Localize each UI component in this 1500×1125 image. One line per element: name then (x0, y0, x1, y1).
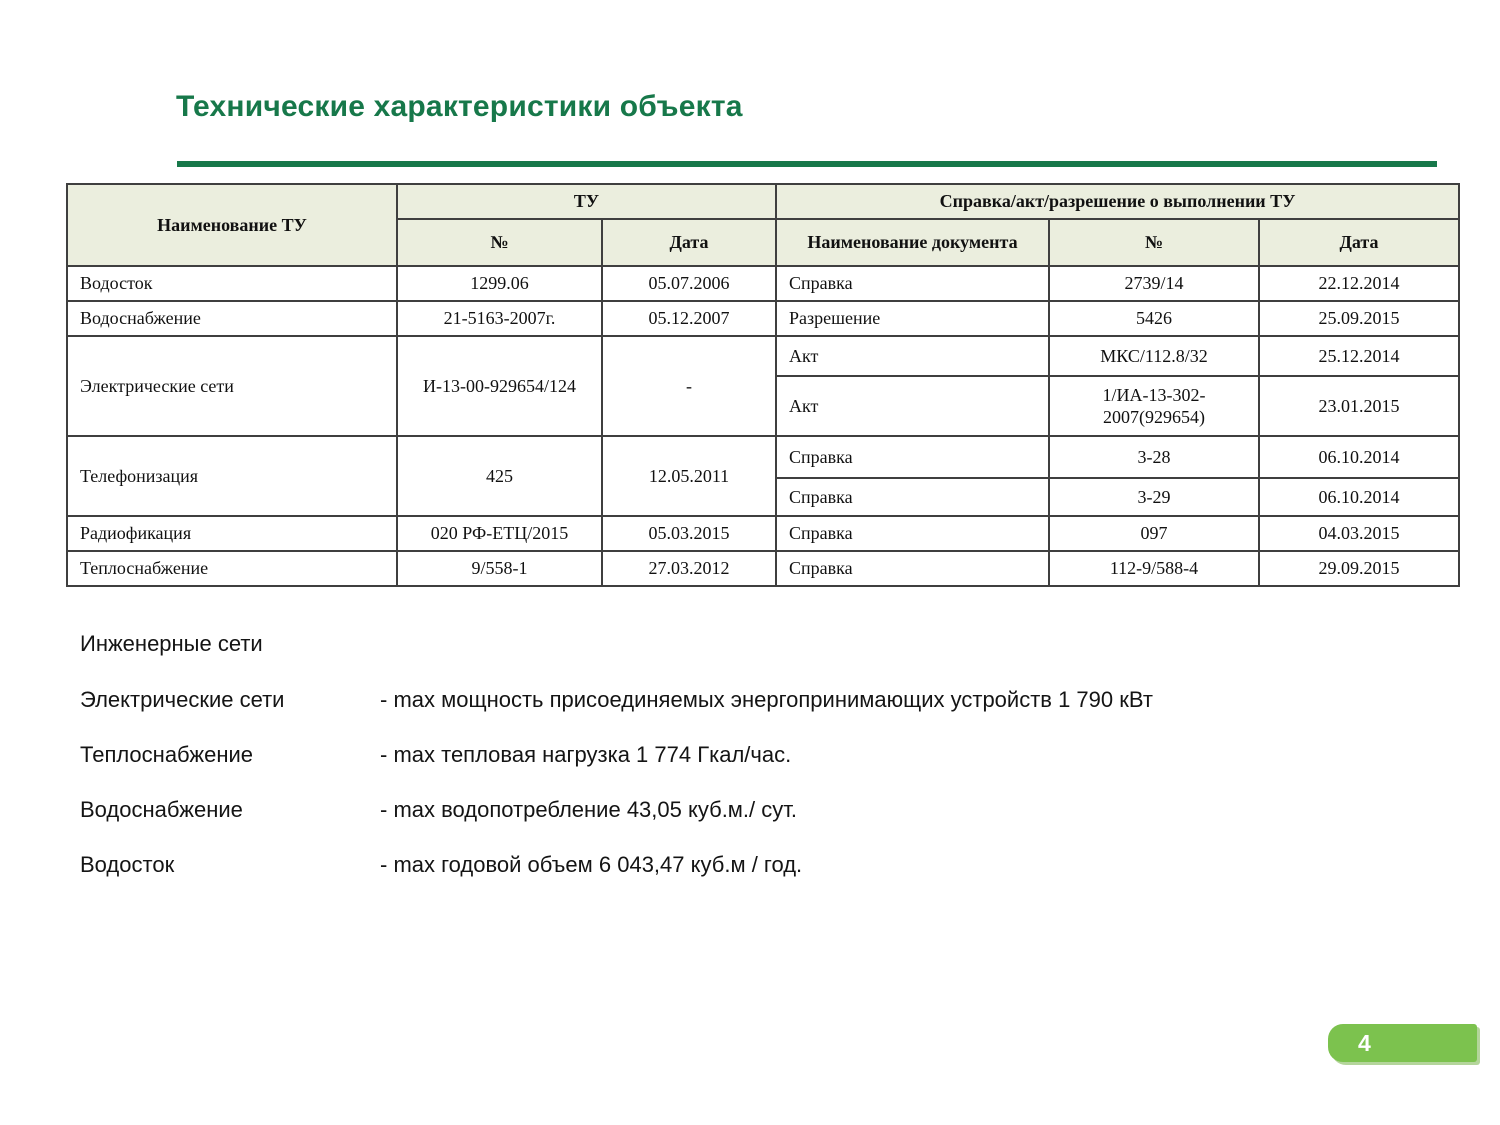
table-cell-doc-type: Справка (776, 551, 1049, 586)
col-header-name-tu: Наименование ТУ (67, 184, 397, 266)
table-cell-doc-type: Справка (776, 266, 1049, 301)
table-cell-doc-no: МКС/112.8/32 (1049, 336, 1259, 376)
note-label: Водоснабжение (80, 797, 243, 822)
table-cell-tu-date: 05.03.2015 (602, 516, 776, 551)
note-label: Водосток (80, 852, 175, 877)
notes-heading: Инженерные сети (80, 631, 263, 656)
table-cell-doc-type: Справка (776, 436, 1049, 478)
note-row-heating (80, 741, 1153, 769)
table-cell-doc-date: 04.03.2015 (1259, 516, 1459, 551)
table-row (67, 266, 1459, 301)
note-label: Электрические сети (80, 687, 285, 712)
table-row (67, 551, 1459, 586)
note-row-drainage (80, 851, 1153, 879)
table-cell-name: Теплоснабжение (67, 551, 397, 586)
note-text: - max тепловая нагрузка 1 774 Гкал/час. (380, 742, 792, 767)
engineering-networks-notes (80, 630, 1153, 906)
table-cell-doc-date: 25.09.2015 (1259, 301, 1459, 336)
table-cell-doc-date: 06.10.2014 (1259, 478, 1459, 516)
table-cell-tu-no: И-13-00-929654/124 (397, 336, 602, 436)
note-row-water-supply (80, 796, 1153, 824)
note-row-electric (80, 686, 1153, 714)
table-row (67, 516, 1459, 551)
table-cell-tu-date: 05.12.2007 (602, 301, 776, 336)
note-label: Теплоснабжение (80, 742, 254, 767)
col-header-tu-date: Дата (602, 219, 776, 266)
table-cell-tu-date: - (602, 336, 776, 436)
table-cell-tu-no: 020 РФ-ЕТЦ/2015 (397, 516, 602, 551)
col-header-doc-date: Дата (1259, 219, 1459, 266)
table-cell-doc-no: 1/ИА-13-302-2007(929654) (1049, 376, 1259, 436)
col-header-doc-no: № (1049, 219, 1259, 266)
table-cell-doc-no: 3-28 (1049, 436, 1259, 478)
table-cell-tu-no: 1299.06 (397, 266, 602, 301)
table-cell-name: Водосток (67, 266, 397, 301)
table-cell-name: Электрические сети (67, 336, 397, 436)
table-cell-doc-no: 2739/14 (1049, 266, 1259, 301)
technical-conditions-table (66, 183, 1460, 587)
table-cell-doc-no: 112-9/588-4 (1049, 551, 1259, 586)
title-underline-rule (177, 161, 1437, 167)
page-title: Технические характеристики объекта (176, 90, 743, 123)
table-cell-doc-type: Акт (776, 376, 1049, 436)
table-cell-doc-date: 29.09.2015 (1259, 551, 1459, 586)
table-row (67, 436, 1459, 478)
table-cell-name: Радиофикация (67, 516, 397, 551)
table-cell-tu-no: 425 (397, 436, 602, 516)
table-cell-tu-date: 05.07.2006 (602, 266, 776, 301)
table-cell-doc-no: 3-29 (1049, 478, 1259, 516)
table-cell-doc-no: 5426 (1049, 301, 1259, 336)
table-row (67, 336, 1459, 376)
table-cell-doc-type: Справка (776, 516, 1049, 551)
note-text: - max мощность присоединяемых энергопринимающих устройств 1 790 кВт (380, 687, 1153, 712)
table-cell-doc-type: Справка (776, 478, 1049, 516)
table-cell-doc-no: 097 (1049, 516, 1259, 551)
table-cell-doc-type: Разрешение (776, 301, 1049, 336)
table-cell-doc-date: 22.12.2014 (1259, 266, 1459, 301)
table-cell-name: Водоснабжение (67, 301, 397, 336)
table-cell-name: Телефонизация (67, 436, 397, 516)
note-text: - max годовой объем 6 043,47 куб.м / год. (380, 852, 803, 877)
table-cell-tu-date: 12.05.2011 (602, 436, 776, 516)
table-cell-tu-no: 9/558-1 (397, 551, 602, 586)
col-header-tu-no: № (397, 219, 602, 266)
col-group-header-tu: ТУ (397, 184, 776, 219)
table-cell-doc-type: Акт (776, 336, 1049, 376)
table-cell-doc-date: 23.01.2015 (1259, 376, 1459, 436)
note-text: - max водопотребление 43,05 куб.м./ сут. (380, 797, 798, 822)
table-row (67, 301, 1459, 336)
table-cell-doc-date: 25.12.2014 (1259, 336, 1459, 376)
table-cell-doc-date: 06.10.2014 (1259, 436, 1459, 478)
table-cell-tu-no: 21-5163-2007г. (397, 301, 602, 336)
col-header-doc-name: Наименование документа (776, 219, 1049, 266)
page-number-badge: 4 (1328, 1024, 1477, 1062)
table-cell-tu-date: 27.03.2012 (602, 551, 776, 586)
col-group-header-doc: Справка/акт/разрешение о выполнении ТУ (776, 184, 1459, 219)
